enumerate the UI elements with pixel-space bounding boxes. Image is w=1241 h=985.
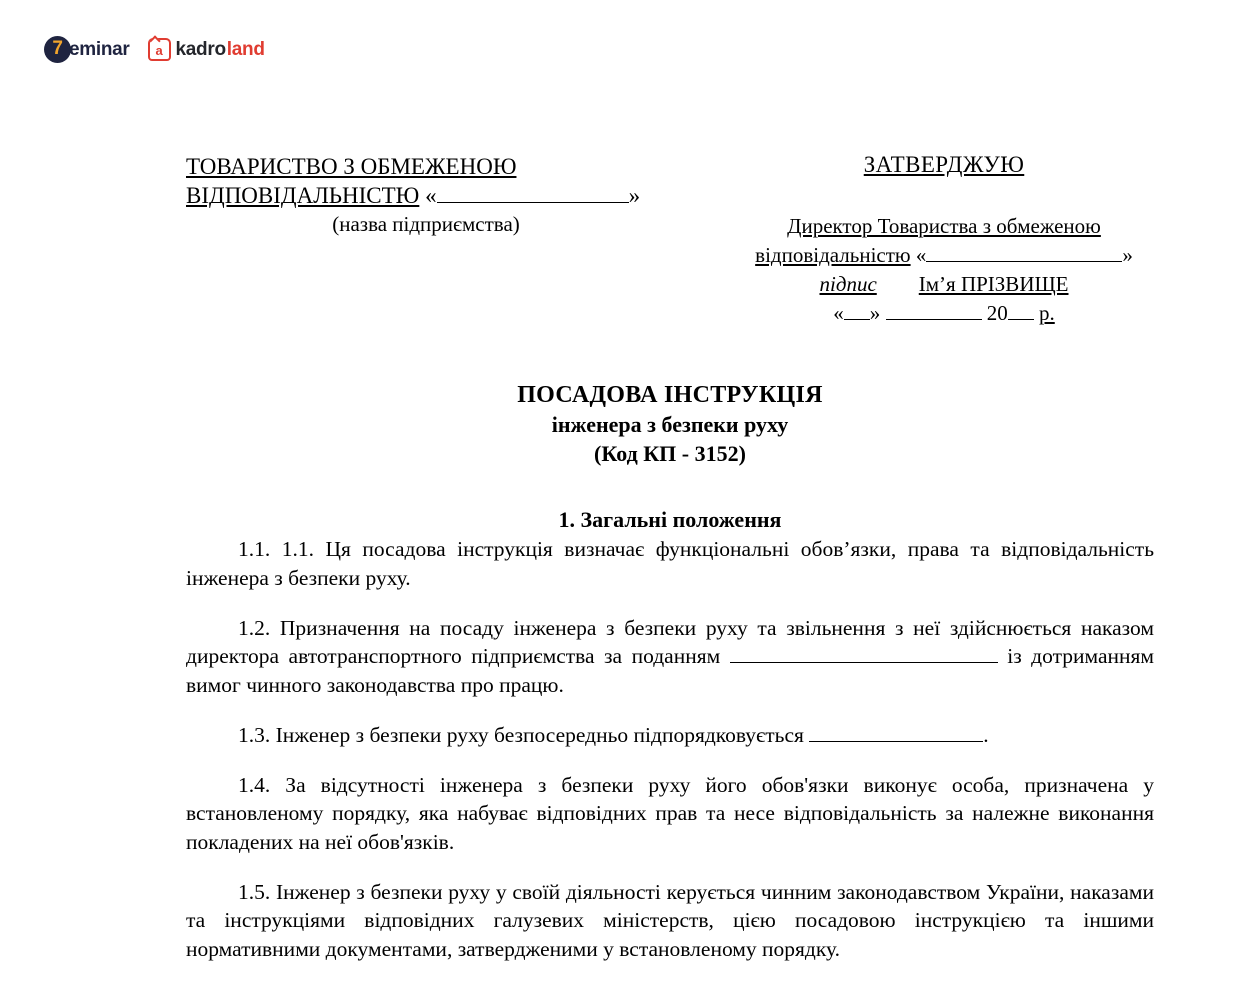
kadroland-logo[interactable] <box>148 38 265 61</box>
director-quote-close: » <box>1122 243 1133 267</box>
seminar-wordmark: eminar <box>69 38 130 60</box>
seven-digit: 7 <box>52 38 63 59</box>
org-line-1: ТОВАРИСТВО З ОБМЕЖЕНОЮ <box>186 154 517 179</box>
clause-1-2-text-b: із дотриманням вимог чинного законодавства про працю. <box>186 644 1155 697</box>
page-subtitle: інженера з безпеки руху <box>551 412 789 437</box>
signer-name-label: Ім’я ПРІЗВИЩЕ <box>918 272 1069 296</box>
signature-label: підпис <box>819 272 877 296</box>
clause-1-2-blank[interactable] <box>730 662 998 663</box>
year-suffix: р. <box>1039 301 1055 325</box>
clause-1-1: 1.1. 1.1. Ця посадова інструкція визначає функціональні обов’язки, права та відповідальність інженера з безпеки руху. <box>186 537 1154 590</box>
year-blank[interactable] <box>1008 319 1034 320</box>
clause-1-5: 1.5. Інженер з безпеки руху у своїй діяльності керується чинним законодавством України, наказами та інструкціями відповідних галузевих міністерств, цією посадовою інструкцією та іншими нормативними документами, затвердженими у встановленому порядку. <box>186 879 1154 961</box>
year-prefix: 20 <box>986 301 1008 325</box>
organization-block <box>186 152 666 237</box>
org-quote-close: » <box>628 183 641 208</box>
approval-block <box>734 152 1154 326</box>
document-body <box>186 152 1154 985</box>
clause-1-2-text-a: 1.2. Призначення на посаду інженера з безпеки руху та звільнення з неї здійснюється наказом директора автотранспортного підприємства за поданням <box>186 615 1154 668</box>
clause-1-4: 1.4. За відсутності інженера з безпеки руху його обов'язки виконує особа, призначена у встановленому порядку, яка набуває відповідних прав та несе відповідальність за належне виконання покладених на неї обов'язків. <box>186 772 1154 854</box>
director-line-1: Директор Товариства з обмеженою <box>787 214 1101 238</box>
house-letter: a <box>155 43 163 58</box>
classifier-code: (Код КП - 3152) <box>594 441 746 466</box>
clause-1-3-text-a: 1.3. Інженер з безпеки руху безпосередньо підпорядковується <box>238 722 804 747</box>
month-blank[interactable] <box>886 319 982 320</box>
seven-circle-icon <box>44 36 71 63</box>
clause-1-3-blank[interactable] <box>809 741 983 742</box>
director-org-blank[interactable] <box>926 261 1122 262</box>
approval-date-row <box>734 301 1154 326</box>
director-quote-open: « <box>915 243 927 267</box>
org-quote-open: « <box>425 183 437 208</box>
director-lines <box>734 212 1154 270</box>
org-line-2: ВІДПОВІДАЛЬНІСТЮ <box>186 183 420 208</box>
brand-logo-bar <box>44 36 265 63</box>
document-header <box>186 152 1154 326</box>
day-blank[interactable] <box>844 319 870 320</box>
kadroland-wordmark-dark: kadro <box>175 38 226 60</box>
document-title-block <box>186 382 1154 467</box>
clause-1-3 <box>186 721 1154 750</box>
kadroland-wordmark-red: land <box>226 38 265 60</box>
org-name-blank[interactable] <box>437 202 629 203</box>
date-quote-close: » <box>869 301 881 325</box>
clause-1-2 <box>186 614 1154 700</box>
director-line-2: відповідальністю <box>755 243 911 267</box>
house-icon <box>148 38 171 61</box>
approval-word: ЗАТВЕРДЖУЮ <box>863 152 1025 177</box>
seminar-logo[interactable] <box>44 36 130 63</box>
organization-name-lines <box>186 152 666 210</box>
signature-row <box>734 272 1154 297</box>
date-quote-open: « <box>833 301 844 325</box>
clause-1-3-text-b: . <box>983 722 989 747</box>
organization-caption: (назва підприємства) <box>332 212 520 236</box>
section-heading-1: 1. Загальні положення <box>558 507 782 532</box>
page-title: ПОСАДОВА ІНСТРУКЦІЯ <box>517 382 823 408</box>
